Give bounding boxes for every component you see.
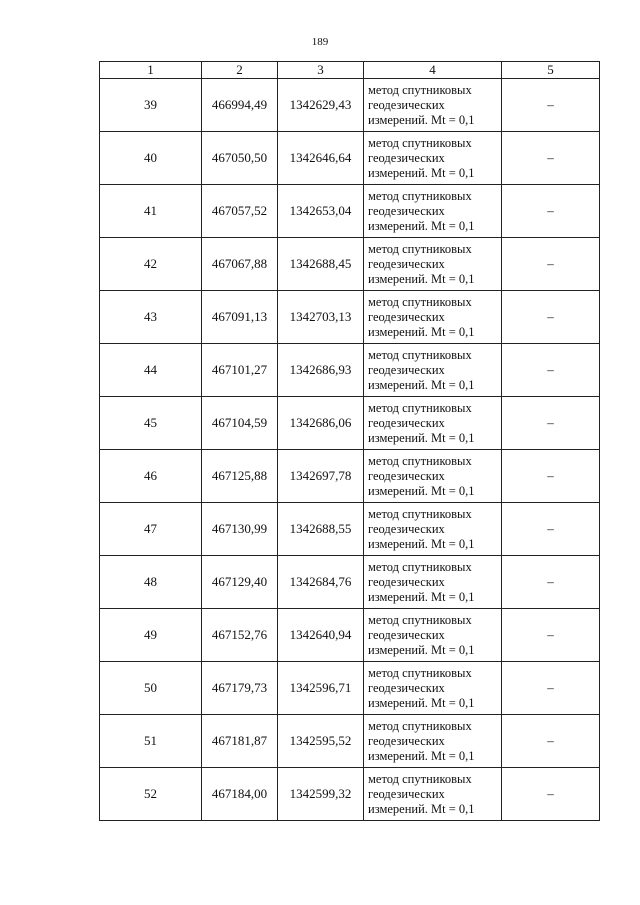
method-text-line: геодезических — [368, 521, 445, 536]
method-text-line: геодезических — [368, 97, 445, 112]
y-coordinate-cell: 1342703,13 — [278, 291, 364, 344]
y-coordinate-cell: 1342646,64 — [278, 132, 364, 185]
method-text-line: измерений. Mt = 0,1 — [368, 430, 475, 445]
method-text-line: геодезических — [368, 627, 445, 642]
x-coordinate-cell: 467125,88 — [202, 450, 278, 503]
x-coordinate-cell: 467091,13 — [202, 291, 278, 344]
method-text-line: измерений. Mt = 0,1 — [368, 642, 475, 657]
method-text-line: геодезических — [368, 150, 445, 165]
method-text-line: геодезических — [368, 733, 445, 748]
note-cell: – — [502, 609, 600, 662]
y-coordinate-cell: 1342595,52 — [278, 715, 364, 768]
note-cell: – — [502, 715, 600, 768]
y-coordinate-cell: 1342629,43 — [278, 79, 364, 132]
x-coordinate-cell: 467184,00 — [202, 768, 278, 821]
method-cell — [364, 768, 502, 821]
table-row — [100, 662, 600, 715]
coordinates-table — [99, 61, 600, 821]
note-cell: – — [502, 79, 600, 132]
method-cell — [364, 344, 502, 397]
x-coordinate-cell: 467181,87 — [202, 715, 278, 768]
method-text-line: метод спутниковых — [368, 188, 472, 203]
method-text-line: измерений. Mt = 0,1 — [368, 218, 475, 233]
table-row — [100, 185, 600, 238]
point-number-cell: 52 — [100, 768, 202, 821]
note-cell: – — [502, 344, 600, 397]
method-text-line: метод спутниковых — [368, 665, 472, 680]
method-text-line: геодезических — [368, 574, 445, 589]
x-coordinate-cell: 467067,88 — [202, 238, 278, 291]
note-cell: – — [502, 662, 600, 715]
method-text-line: метод спутниковых — [368, 347, 472, 362]
point-number-cell: 42 — [100, 238, 202, 291]
page-number: 189 — [311, 36, 329, 48]
table-row — [100, 291, 600, 344]
y-coordinate-cell: 1342688,45 — [278, 238, 364, 291]
method-text-line: измерений. Mt = 0,1 — [368, 748, 475, 763]
table-row — [100, 344, 600, 397]
method-cell — [364, 132, 502, 185]
x-coordinate-cell: 467101,27 — [202, 344, 278, 397]
method-text-line: метод спутниковых — [368, 135, 472, 150]
method-cell — [364, 450, 502, 503]
method-text-line: измерений. Mt = 0,1 — [368, 324, 475, 339]
note-cell: – — [502, 450, 600, 503]
y-coordinate-cell: 1342697,78 — [278, 450, 364, 503]
point-number-cell: 40 — [100, 132, 202, 185]
method-text-line: измерений. Mt = 0,1 — [368, 271, 475, 286]
y-coordinate-cell: 1342640,94 — [278, 609, 364, 662]
method-text-line: геодезических — [368, 468, 445, 483]
x-coordinate-cell: 467104,59 — [202, 397, 278, 450]
method-text-line: измерений. Mt = 0,1 — [368, 483, 475, 498]
note-cell: – — [502, 556, 600, 609]
point-number-cell: 43 — [100, 291, 202, 344]
header-col-4: 4 — [364, 62, 502, 79]
method-text-line: геодезических — [368, 309, 445, 324]
header-col-1: 1 — [100, 62, 202, 79]
method-text-line: геодезических — [368, 362, 445, 377]
method-text-line: метод спутниковых — [368, 506, 472, 521]
point-number-cell: 46 — [100, 450, 202, 503]
method-text-line: метод спутниковых — [368, 612, 472, 627]
table-row — [100, 768, 600, 821]
y-coordinate-cell: 1342686,93 — [278, 344, 364, 397]
method-cell — [364, 556, 502, 609]
method-text-line: метод спутниковых — [368, 771, 472, 786]
method-text-line: метод спутниковых — [368, 82, 472, 97]
y-coordinate-cell: 1342653,04 — [278, 185, 364, 238]
method-text-line: измерений. Mt = 0,1 — [368, 112, 475, 127]
table-row — [100, 79, 600, 132]
table-header — [100, 62, 600, 79]
header-col-2: 2 — [202, 62, 278, 79]
method-text-line: измерений. Mt = 0,1 — [368, 165, 475, 180]
note-cell: – — [502, 132, 600, 185]
method-text-line: метод спутниковых — [368, 294, 472, 309]
method-text-line: измерений. Mt = 0,1 — [368, 589, 475, 604]
point-number-cell: 51 — [100, 715, 202, 768]
method-text-line: метод спутниковых — [368, 559, 472, 574]
table-row — [100, 238, 600, 291]
y-coordinate-cell: 1342688,55 — [278, 503, 364, 556]
method-text-line: геодезических — [368, 256, 445, 271]
method-cell — [364, 715, 502, 768]
point-number-cell: 39 — [100, 79, 202, 132]
table-row — [100, 503, 600, 556]
method-text-line: измерений. Mt = 0,1 — [368, 377, 475, 392]
x-coordinate-cell: 467129,40 — [202, 556, 278, 609]
note-cell: – — [502, 397, 600, 450]
header-col-5: 5 — [502, 62, 600, 79]
x-coordinate-cell: 467179,73 — [202, 662, 278, 715]
method-cell — [364, 609, 502, 662]
table-row — [100, 397, 600, 450]
method-cell — [364, 185, 502, 238]
x-coordinate-cell: 467057,52 — [202, 185, 278, 238]
point-number-cell: 47 — [100, 503, 202, 556]
x-coordinate-cell: 467050,50 — [202, 132, 278, 185]
y-coordinate-cell: 1342599,32 — [278, 768, 364, 821]
method-text-line: метод спутниковых — [368, 400, 472, 415]
method-cell — [364, 238, 502, 291]
method-text-line: измерений. Mt = 0,1 — [368, 536, 475, 551]
point-number-cell: 41 — [100, 185, 202, 238]
note-cell: – — [502, 768, 600, 821]
note-cell: – — [502, 185, 600, 238]
x-coordinate-cell: 466994,49 — [202, 79, 278, 132]
method-cell — [364, 291, 502, 344]
method-text-line: метод спутниковых — [368, 718, 472, 733]
note-cell: – — [502, 291, 600, 344]
x-coordinate-cell: 467130,99 — [202, 503, 278, 556]
point-number-cell: 44 — [100, 344, 202, 397]
table-row — [100, 132, 600, 185]
method-text-line: геодезических — [368, 203, 445, 218]
method-cell — [364, 79, 502, 132]
method-text-line: геодезических — [368, 415, 445, 430]
header-row — [100, 62, 600, 79]
point-number-cell: 48 — [100, 556, 202, 609]
x-coordinate-cell: 467152,76 — [202, 609, 278, 662]
y-coordinate-cell: 1342684,76 — [278, 556, 364, 609]
note-cell: – — [502, 503, 600, 556]
table-row — [100, 450, 600, 503]
table-body — [100, 79, 600, 821]
y-coordinate-cell: 1342686,06 — [278, 397, 364, 450]
point-number-cell: 50 — [100, 662, 202, 715]
table-row — [100, 556, 600, 609]
table-row — [100, 715, 600, 768]
point-number-cell: 49 — [100, 609, 202, 662]
method-cell — [364, 503, 502, 556]
method-text-line: метод спутниковых — [368, 241, 472, 256]
table-row — [100, 609, 600, 662]
method-text-line: геодезических — [368, 680, 445, 695]
method-text-line: геодезических — [368, 786, 445, 801]
note-cell: – — [502, 238, 600, 291]
method-cell — [364, 397, 502, 450]
y-coordinate-cell: 1342596,71 — [278, 662, 364, 715]
method-cell — [364, 662, 502, 715]
point-number-cell: 45 — [100, 397, 202, 450]
method-text-line: измерений. Mt = 0,1 — [368, 801, 475, 816]
method-text-line: измерений. Mt = 0,1 — [368, 695, 475, 710]
header-col-3: 3 — [278, 62, 364, 79]
method-text-line: метод спутниковых — [368, 453, 472, 468]
